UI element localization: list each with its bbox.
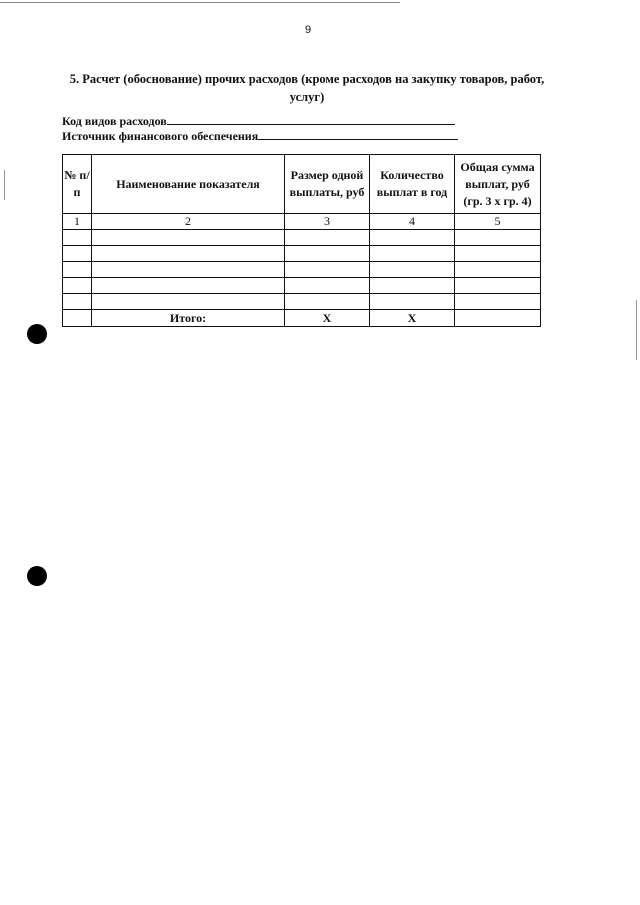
empty-cell [285,262,370,278]
empty-cell [370,294,455,310]
empty-cell [370,230,455,246]
header-payments-per-year: Количество выплат в год [370,155,455,214]
table-row [63,230,541,246]
empty-cell [455,278,541,294]
empty-cell [285,230,370,246]
section-title: 5. Расчет (обоснование) прочих расходов (кроме расходов на закупку товаров, работ, услуг) [69,72,545,104]
expense-code-label: Код видов расходов [62,114,167,128]
empty-cell [455,230,541,246]
binder-hole [27,324,47,344]
empty-cell [370,278,455,294]
empty-cell [92,262,285,278]
header-total-amount: Общая сумма выплат, руб (гр. 3 х гр. 4) [455,155,541,214]
expense-code-blank-line [167,113,455,125]
binder-hole [27,566,47,586]
column-number: 1 [63,214,92,230]
empty-cell [63,310,92,327]
empty-cell [63,230,92,246]
funding-source-blank-line [258,128,458,140]
empty-cell [92,278,285,294]
column-number: 3 [285,214,370,230]
empty-cell [285,246,370,262]
header-index: № п/п [63,155,92,214]
empty-cell [63,294,92,310]
total-label: Итого: [92,310,285,327]
empty-cell [92,294,285,310]
scan-top-rule [0,2,400,3]
empty-cell [285,278,370,294]
funding-source-field [62,128,458,144]
table-row [63,262,541,278]
table-row [63,278,541,294]
expenses-table [62,154,541,327]
empty-cell [92,230,285,246]
empty-cell [455,294,541,310]
total-payments-count-mark: X [370,310,455,327]
empty-cell [455,262,541,278]
column-number-row [63,214,541,230]
total-row [63,310,541,327]
scan-edge-mark [4,170,5,200]
column-number: 2 [92,214,285,230]
scan-edge-mark [636,300,637,360]
column-number: 5 [455,214,541,230]
header-payment-size: Размер одной выплаты, руб [285,155,370,214]
empty-cell [63,262,92,278]
empty-cell [92,246,285,262]
expense-code-field [62,113,455,129]
empty-cell [455,246,541,262]
header-indicator-name: Наименование показателя [92,155,285,214]
empty-cell [63,278,92,294]
page-number: 9 [304,24,312,36]
total-payment-size-mark: X [285,310,370,327]
table-header-row [63,155,541,214]
column-number: 4 [370,214,455,230]
empty-cell [370,262,455,278]
empty-cell [63,246,92,262]
total-amount-cell [455,310,541,327]
empty-cell [370,246,455,262]
table-row [63,294,541,310]
table-row [63,246,541,262]
funding-source-label: Источник финансового обеспечения [62,129,259,143]
empty-cell [285,294,370,310]
